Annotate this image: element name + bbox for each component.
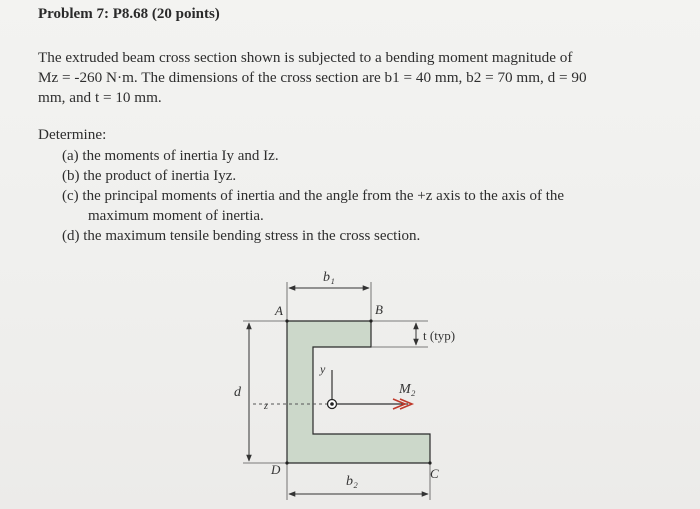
corner-d-dot: [285, 461, 288, 464]
question-b: (b) the product of inertia Iyz.: [62, 168, 237, 184]
question-d: (d) the maximum tensile bending stress in the cross section.: [62, 228, 421, 244]
determine-label: Determine:: [38, 126, 107, 143]
question-a: (a) the moments of inertia Iy and Iz.: [62, 148, 279, 164]
statement-line-2: Mz = -260 N·m. The dimensions of the cross section are b1 = 40 mm, b2 = 70 mm, d = 90: [38, 69, 587, 86]
corner-b-dot: [369, 319, 372, 322]
z-axis-label: z: [264, 401, 268, 412]
statement-line-3: mm, and t = 10 mm.: [38, 89, 162, 106]
y-axis-label: y: [320, 362, 326, 376]
mz-label: M₂: [399, 382, 416, 397]
question-c-continued: maximum moment of inertia.: [88, 208, 264, 224]
centroid-dot: [330, 402, 334, 406]
t-typ-label: t (typ): [423, 328, 456, 343]
b1-label: b₁: [323, 270, 335, 285]
problem-title: Problem 7: P8.68 (20 points): [38, 6, 220, 22]
d-label: d: [234, 385, 241, 400]
corner-a-dot: [285, 319, 288, 322]
question-c: (c) the principal moments of inertia and the angle from the +z axis to the axis of the: [62, 188, 565, 204]
point-d-label: D: [271, 462, 281, 477]
corner-c-dot: [428, 461, 431, 464]
point-a-label: A: [275, 303, 283, 318]
b2-label: b₂: [346, 474, 358, 489]
statement-line-1: The extruded beam cross section shown is subjected to a bending moment magnitude of: [38, 49, 573, 66]
point-b-label: B: [375, 302, 383, 317]
point-c-label: C: [430, 466, 439, 481]
